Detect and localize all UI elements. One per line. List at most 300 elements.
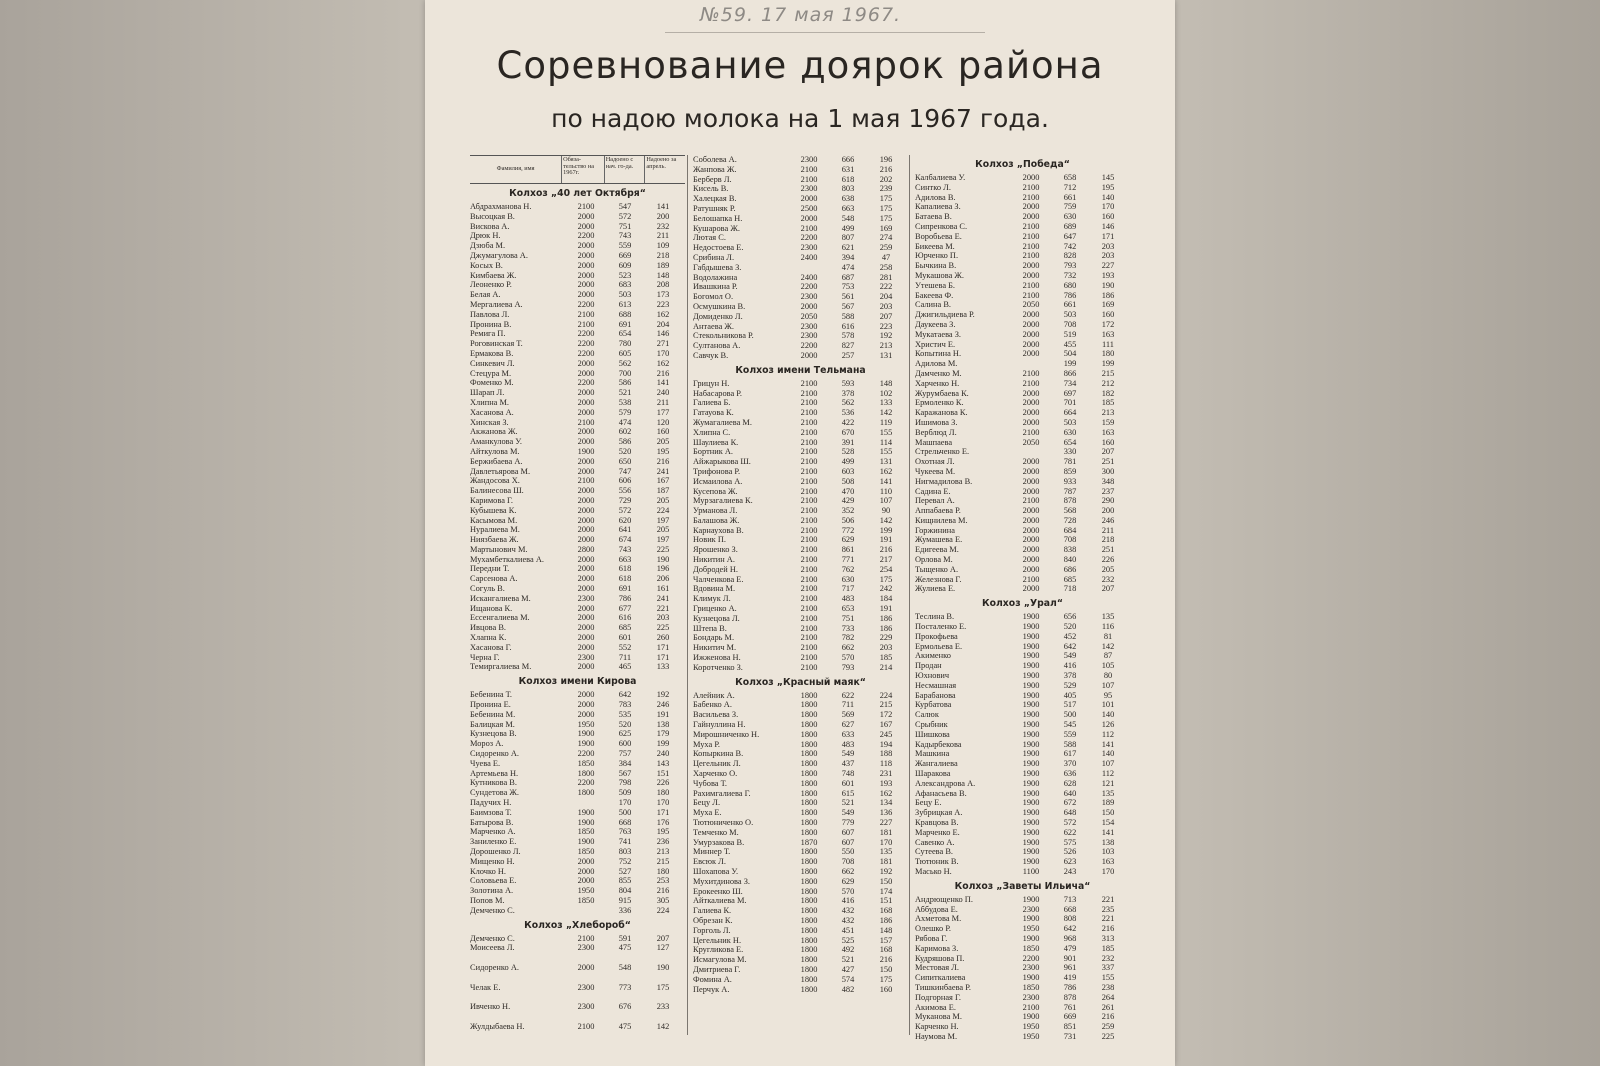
obligation-value: 2100 bbox=[800, 564, 818, 574]
since-start-value: 783 bbox=[618, 700, 632, 710]
table-row bbox=[693, 965, 908, 975]
april-value: 259 bbox=[1101, 1022, 1115, 1032]
milkmaid-name: Нигмадилова В. bbox=[915, 476, 973, 486]
since-start-value: 691 bbox=[618, 319, 632, 329]
obligation-value: 1900 bbox=[1022, 710, 1040, 720]
since-start-value: 586 bbox=[618, 437, 632, 447]
since-start-value: 572 bbox=[618, 211, 632, 221]
april-value: 134 bbox=[879, 798, 893, 808]
april-value: 90 bbox=[881, 506, 891, 516]
april-value: 202 bbox=[879, 174, 893, 184]
table-row bbox=[693, 808, 908, 818]
april-value: 111 bbox=[1102, 339, 1114, 349]
obligation-value: 1800 bbox=[800, 984, 818, 994]
april-value: 245 bbox=[879, 729, 893, 739]
obligation-value: 2000 bbox=[577, 466, 595, 476]
april-value: 337 bbox=[1101, 963, 1115, 973]
since-start-value: 642 bbox=[1063, 924, 1077, 934]
table-row bbox=[470, 623, 685, 633]
april-value: 160 bbox=[1101, 212, 1115, 222]
table-row bbox=[693, 555, 908, 565]
april-value: 226 bbox=[1101, 555, 1115, 565]
since-start-value: 483 bbox=[841, 594, 855, 604]
milkmaid-name: Шишкова bbox=[915, 729, 950, 739]
april-value: 138 bbox=[1101, 837, 1115, 847]
april-value: 155 bbox=[879, 427, 893, 437]
table-row bbox=[470, 545, 685, 555]
april-value: 251 bbox=[1101, 545, 1115, 555]
since-start-value: 685 bbox=[618, 623, 632, 633]
since-start-value bbox=[606, 992, 644, 1002]
april-value: 162 bbox=[656, 309, 670, 319]
since-start-value: 572 bbox=[618, 505, 632, 515]
april-value: 102 bbox=[879, 388, 893, 398]
april-value: 232 bbox=[656, 221, 670, 231]
since-start-value: 901 bbox=[1063, 953, 1077, 963]
april-value: 81 bbox=[1103, 631, 1113, 641]
milkmaid-name: Фомина А. bbox=[693, 974, 732, 984]
obligation-value: 1850 bbox=[577, 895, 595, 905]
since-start-value: 712 bbox=[1063, 182, 1077, 192]
april-value: 189 bbox=[1101, 798, 1115, 808]
april-value: 236 bbox=[656, 837, 670, 847]
since-start-value: 786 bbox=[1063, 982, 1077, 992]
obligation-value: 1870 bbox=[800, 837, 818, 847]
april-value: 126 bbox=[1101, 720, 1115, 730]
milkmaid-name: Перчук А. bbox=[693, 984, 730, 994]
obligation-value: 1800 bbox=[800, 945, 818, 955]
april-value: 205 bbox=[1101, 564, 1115, 574]
obligation-value: 2300 bbox=[577, 982, 595, 992]
since-start-value: 731 bbox=[1063, 1031, 1077, 1041]
april-value: 212 bbox=[1101, 378, 1115, 388]
april-value: 112 bbox=[1101, 769, 1115, 779]
obligation-value: 2100 bbox=[800, 496, 818, 506]
milkmaid-name: Сидоренко А. bbox=[470, 962, 519, 972]
table-row bbox=[915, 271, 1130, 281]
milkmaid-name: Каражанова К. bbox=[915, 408, 968, 418]
table-row bbox=[470, 349, 685, 359]
milkmaid-name: Абдрахманова Н. bbox=[470, 202, 532, 211]
table-row bbox=[693, 857, 908, 867]
milkmaid-name bbox=[470, 953, 566, 963]
milkmaid-name: Чалченкова Е. bbox=[693, 574, 744, 584]
april-value: 290 bbox=[1101, 496, 1115, 506]
since-start-value: 762 bbox=[841, 564, 855, 574]
table-row bbox=[915, 202, 1130, 212]
milkmaid-name: Машкина bbox=[915, 749, 950, 759]
since-start-value: 648 bbox=[1063, 808, 1077, 818]
april-value: 142 bbox=[1101, 641, 1115, 651]
obligation-value: 1900 bbox=[1022, 759, 1040, 769]
table-row bbox=[693, 955, 908, 965]
april-value: 148 bbox=[656, 270, 670, 280]
obligation-value: 2100 bbox=[800, 466, 818, 476]
since-start-value: 666 bbox=[841, 155, 855, 164]
milkmaid-name: Мищенко Н. bbox=[470, 856, 515, 866]
april-value: 119 bbox=[879, 417, 893, 427]
april-value: 207 bbox=[1101, 584, 1115, 594]
since-start-value: 855 bbox=[618, 876, 632, 886]
table-row bbox=[693, 565, 908, 575]
obligation-value: 1900 bbox=[1022, 788, 1040, 798]
since-start-value: 653 bbox=[841, 604, 855, 614]
april-value: 140 bbox=[1101, 192, 1115, 202]
table-row bbox=[470, 769, 685, 779]
since-start-value: 475 bbox=[618, 1021, 632, 1031]
table-row bbox=[470, 231, 685, 241]
table-row bbox=[693, 477, 908, 487]
milkmaid-name: Ахметова М. bbox=[915, 914, 962, 924]
milkmaid-name: Шохапова У. bbox=[693, 866, 739, 876]
table-row bbox=[915, 496, 1130, 506]
since-start-value: 840 bbox=[1063, 555, 1077, 565]
obligation-value: 1850 bbox=[1022, 982, 1040, 992]
milkmaid-name: Ивашкина Р. bbox=[693, 282, 738, 292]
milkmaid-name: Хинская З. bbox=[470, 417, 509, 427]
milkmaid-name: Хасанова А. bbox=[470, 407, 514, 417]
table-row bbox=[470, 1002, 685, 1012]
milkmaid-name: Ишимова З. bbox=[915, 417, 958, 427]
april-value: 260 bbox=[656, 633, 670, 643]
table-row bbox=[693, 779, 908, 789]
obligation-value: 2100 bbox=[1022, 574, 1040, 584]
since-start-value: 470 bbox=[841, 486, 855, 496]
april-value: 214 bbox=[879, 662, 893, 672]
table-row bbox=[693, 926, 908, 936]
since-start-value: 838 bbox=[1063, 545, 1077, 555]
obligation-value: 2000 bbox=[1022, 408, 1040, 418]
since-start-value: 674 bbox=[618, 535, 632, 545]
since-start-value: 559 bbox=[618, 241, 632, 251]
table-row bbox=[470, 992, 685, 1002]
april-value: 141 bbox=[656, 378, 670, 388]
milkmaid-name: Батырова В. bbox=[470, 817, 514, 827]
april-value: 155 bbox=[879, 447, 893, 457]
since-start-value: 630 bbox=[1063, 212, 1077, 222]
table-row bbox=[693, 312, 908, 322]
milkmaid-name: Бакеева Ф. bbox=[915, 290, 954, 300]
since-start-value: 170 bbox=[618, 798, 632, 808]
since-start-value: 607 bbox=[841, 837, 855, 847]
april-value: 135 bbox=[1101, 612, 1115, 622]
april-value: 131 bbox=[879, 457, 893, 467]
obligation-value: 2000 bbox=[577, 574, 595, 584]
milkmaid-name: Мороз А. bbox=[470, 739, 504, 749]
obligation-value: 1800 bbox=[800, 749, 818, 759]
obligation-value: 2000 bbox=[577, 397, 595, 407]
since-start-value: 743 bbox=[618, 231, 632, 241]
obligation-value: 2000 bbox=[577, 662, 595, 672]
milkmaid-name: Воробьева Е. bbox=[915, 231, 962, 241]
table-row bbox=[915, 516, 1130, 526]
table-row bbox=[470, 202, 685, 212]
obligation-value: 2000 bbox=[1022, 173, 1040, 182]
milkmaid-name: Сутеева В. bbox=[915, 847, 953, 857]
since-start-value: 630 bbox=[841, 574, 855, 584]
since-start-value: 547 bbox=[618, 202, 632, 211]
table-row bbox=[693, 535, 908, 545]
since-start-value: 552 bbox=[618, 642, 632, 652]
table-row bbox=[915, 438, 1130, 448]
table-row bbox=[915, 565, 1130, 575]
since-start-value: 729 bbox=[618, 495, 632, 505]
april-value: 116 bbox=[1101, 622, 1115, 632]
obligation-value: 2000 bbox=[1022, 555, 1040, 565]
april-value: 160 bbox=[656, 427, 670, 437]
obligation-value: 2100 bbox=[577, 933, 595, 943]
since-start-value: 517 bbox=[1063, 700, 1077, 710]
table-row bbox=[915, 963, 1130, 973]
obligation-value: 2000 bbox=[1022, 535, 1040, 545]
milkmaid-name: Челак Е. bbox=[470, 982, 501, 992]
table-row bbox=[915, 1012, 1130, 1022]
since-start-value: 579 bbox=[618, 407, 632, 417]
milkmaid-name: Искангалиева М. bbox=[470, 593, 531, 603]
milkmaid-name: Гриценко А. bbox=[693, 604, 737, 614]
april-value: 229 bbox=[879, 633, 893, 643]
table-row bbox=[693, 633, 908, 643]
april-value: 190 bbox=[656, 962, 670, 972]
april-value: 253 bbox=[656, 876, 670, 886]
since-start-value: 733 bbox=[841, 623, 855, 633]
april-value: 171 bbox=[1101, 231, 1115, 241]
april-value: 191 bbox=[656, 709, 670, 719]
since-start-value: 617 bbox=[1063, 749, 1077, 759]
table-row bbox=[693, 916, 908, 926]
since-start-value: 933 bbox=[1063, 476, 1077, 486]
april-value: 216 bbox=[879, 164, 893, 174]
obligation-value: 2000 bbox=[577, 270, 595, 280]
milkmaid-name: Муха Р. bbox=[693, 739, 721, 749]
obligation-value: 2000 bbox=[800, 194, 818, 204]
obligation-value: 2000 bbox=[1022, 329, 1040, 339]
obligation-value: 1900 bbox=[1022, 651, 1040, 661]
table-row bbox=[915, 369, 1130, 379]
since-start-value: 330 bbox=[1063, 447, 1077, 457]
april-value: 197 bbox=[656, 515, 670, 525]
april-value: 199 bbox=[879, 525, 893, 535]
april-value: 216 bbox=[1101, 1012, 1115, 1022]
obligation-value: 2000 bbox=[577, 358, 595, 368]
obligation-value: 2000 bbox=[1022, 457, 1040, 467]
obligation-value: 1800 bbox=[800, 769, 818, 779]
april-value: 224 bbox=[879, 690, 893, 700]
milkmaid-name: Акимова Е. bbox=[915, 1002, 956, 1012]
since-start-value: 548 bbox=[618, 962, 632, 972]
table-row bbox=[915, 622, 1130, 632]
milkmaid-name: Дорошенко Л. bbox=[470, 847, 521, 856]
obligation-value: 1800 bbox=[800, 964, 818, 974]
table-row bbox=[470, 720, 685, 730]
milkmaid-name: Белошапка Н. bbox=[693, 213, 743, 223]
milkmaid-name: Тютюниченко О. bbox=[693, 818, 754, 827]
since-start-value: 734 bbox=[1063, 378, 1077, 388]
obligation-value: 2100 bbox=[1022, 290, 1040, 300]
table-row bbox=[693, 243, 908, 253]
obligation-value: 2100 bbox=[1022, 496, 1040, 506]
since-start-value: 650 bbox=[618, 456, 632, 466]
obligation-value: 2100 bbox=[1022, 251, 1040, 261]
table-row bbox=[693, 341, 908, 351]
since-start-value: 394 bbox=[841, 252, 855, 262]
since-start-value: 661 bbox=[1063, 300, 1077, 310]
april-value: 148 bbox=[879, 925, 893, 935]
obligation-value: 2300 bbox=[800, 243, 818, 253]
milkmaid-name: Верблюд Л. bbox=[915, 427, 957, 437]
since-start-value: 567 bbox=[841, 301, 855, 311]
milkmaid-name: Галиева Б. bbox=[693, 398, 731, 408]
table-row bbox=[470, 320, 685, 330]
milkmaid-name: Ищанова К. bbox=[470, 603, 513, 613]
table-row bbox=[470, 251, 685, 261]
april-value: 305 bbox=[656, 895, 670, 905]
obligation-value: 2000 bbox=[1022, 564, 1040, 574]
since-start-value: 520 bbox=[1063, 622, 1077, 632]
april-value: 246 bbox=[1101, 515, 1115, 525]
obligation-value: 2000 bbox=[1022, 486, 1040, 496]
table-row bbox=[693, 184, 908, 194]
since-start-value: 570 bbox=[841, 653, 855, 663]
milkmaid-name: Едигеева М. bbox=[915, 545, 959, 555]
table-row bbox=[693, 896, 908, 906]
background-right bbox=[1175, 0, 1600, 1066]
results-column-3 bbox=[915, 155, 1130, 1040]
milkmaid-name: Кудряшова П. bbox=[915, 953, 965, 963]
milkmaid-name: Муха Е. bbox=[693, 808, 722, 818]
since-start-value: 243 bbox=[1063, 866, 1077, 876]
obligation-value: 2200 bbox=[800, 233, 818, 243]
since-start-value: 336 bbox=[618, 905, 632, 915]
obligation-value: 2100 bbox=[800, 378, 818, 388]
milkmaid-name: Харченко Н. bbox=[915, 378, 960, 388]
milkmaid-name: Жулдыбаева Н. bbox=[470, 1021, 525, 1031]
milkmaid-name: Роговинская Т. bbox=[470, 339, 523, 349]
milkmaid-name: Даукеева З. bbox=[915, 319, 956, 329]
since-start-value: 499 bbox=[841, 223, 855, 233]
milkmaid-name bbox=[470, 992, 566, 1002]
april-value: 215 bbox=[1101, 368, 1115, 378]
since-start-value: 419 bbox=[1063, 973, 1077, 983]
april-value: 196 bbox=[656, 564, 670, 574]
table-row bbox=[915, 973, 1130, 983]
table-row bbox=[915, 1032, 1130, 1042]
april-value: 217 bbox=[879, 555, 893, 565]
april-value: 168 bbox=[879, 906, 893, 916]
milkmaid-name: Мергалиева А. bbox=[470, 299, 523, 309]
table-row bbox=[915, 291, 1130, 301]
obligation-value: 2100 bbox=[800, 515, 818, 525]
since-start-value: 527 bbox=[618, 866, 632, 876]
obligation-value: 2100 bbox=[800, 555, 818, 565]
since-start-value: 793 bbox=[1063, 261, 1077, 271]
april-value: 235 bbox=[1101, 904, 1115, 914]
obligation-value: 2300 bbox=[577, 652, 595, 662]
milkmaid-name: Передни Т. bbox=[470, 564, 510, 574]
obligation-value: 1900 bbox=[1022, 631, 1040, 641]
since-start-value: 664 bbox=[1063, 408, 1077, 418]
table-row bbox=[915, 808, 1130, 818]
obligation-value: 1900 bbox=[1022, 798, 1040, 808]
milkmaid-name: Халецкая В. bbox=[693, 194, 737, 204]
obligation-value: 1800 bbox=[800, 700, 818, 710]
table-row bbox=[915, 222, 1130, 232]
obligation-value: 2000 bbox=[577, 486, 595, 496]
since-start-value: 741 bbox=[618, 837, 632, 847]
april-value: 180 bbox=[656, 788, 670, 798]
obligation-value: 2000 bbox=[577, 290, 595, 300]
april-value: 174 bbox=[879, 886, 893, 896]
april-value: 150 bbox=[879, 876, 893, 886]
table-row bbox=[915, 798, 1130, 808]
milkmaid-name: Домиденко Л. bbox=[693, 311, 743, 321]
milkmaid-name: Курбатова bbox=[915, 700, 952, 710]
table-row bbox=[470, 574, 685, 584]
obligation-value: 1800 bbox=[800, 935, 818, 945]
april-value: 203 bbox=[656, 613, 670, 623]
obligation-value: 2800 bbox=[577, 544, 595, 554]
april-value: 142 bbox=[656, 1021, 670, 1031]
milkmaid-name: Белая А. bbox=[470, 290, 501, 300]
since-start-value: 686 bbox=[1063, 564, 1077, 574]
april-value: 240 bbox=[656, 388, 670, 398]
since-start-value: 504 bbox=[1063, 349, 1077, 359]
april-value: 170 bbox=[1101, 866, 1115, 876]
since-start-value: 422 bbox=[841, 417, 855, 427]
since-start-value: 688 bbox=[618, 309, 632, 319]
since-start-value: 691 bbox=[618, 584, 632, 594]
milkmaid-name: Антаева Ж. bbox=[693, 321, 734, 331]
results-column-2 bbox=[693, 155, 908, 1040]
table-row bbox=[693, 302, 908, 312]
april-value: 191 bbox=[879, 535, 893, 545]
table-row bbox=[915, 983, 1130, 993]
table-row bbox=[470, 886, 685, 896]
obligation-value: 1850 bbox=[577, 827, 595, 837]
april-value: 175 bbox=[656, 982, 670, 992]
since-start-value: 782 bbox=[841, 633, 855, 643]
april-value: 195 bbox=[656, 446, 670, 456]
april-value: 80 bbox=[1103, 671, 1113, 681]
table-row bbox=[470, 808, 685, 818]
table-row bbox=[915, 261, 1130, 271]
milkmaid-name: Рябова Г. bbox=[915, 933, 948, 943]
obligation-value: 2100 bbox=[800, 545, 818, 555]
since-start-value: 827 bbox=[841, 341, 855, 351]
milkmaid-name: Зубрицкая А. bbox=[915, 808, 963, 818]
milkmaid-name: Бикеева М. bbox=[915, 241, 955, 251]
april-value: 205 bbox=[656, 495, 670, 505]
april-value: 232 bbox=[1101, 953, 1115, 963]
milkmaid-name: Касымова М. bbox=[470, 515, 518, 525]
april-value: 221 bbox=[656, 603, 670, 613]
table-row bbox=[470, 222, 685, 232]
april-value bbox=[644, 953, 682, 963]
since-start-value: 689 bbox=[1063, 221, 1077, 231]
april-value: 186 bbox=[879, 623, 893, 633]
milkmaid-name: Салюк bbox=[915, 710, 939, 720]
table-row bbox=[693, 408, 908, 418]
april-value: 140 bbox=[1101, 749, 1115, 759]
since-start-value: 683 bbox=[618, 280, 632, 290]
obligation-value: 1950 bbox=[1022, 1031, 1040, 1041]
table-row bbox=[693, 398, 908, 408]
since-start-value: 474 bbox=[618, 417, 632, 427]
april-value: 223 bbox=[879, 321, 893, 331]
since-start-value: 568 bbox=[1063, 506, 1077, 516]
since-start-value: 700 bbox=[618, 368, 632, 378]
milkmaid-name: Ижженова Н. bbox=[693, 653, 741, 663]
